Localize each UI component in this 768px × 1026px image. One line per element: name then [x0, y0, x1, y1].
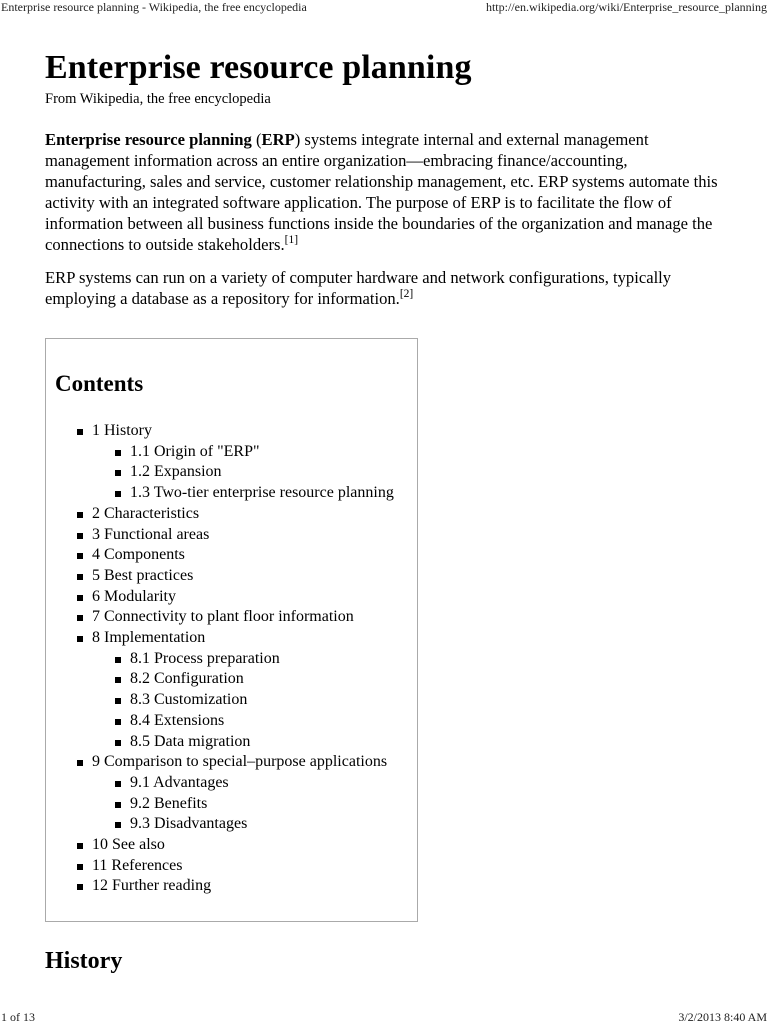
toc-item — [114, 711, 394, 732]
toc-item — [76, 876, 394, 897]
lead-open-paren: ( — [251, 130, 262, 149]
bullet-icon — [77, 574, 83, 580]
page-title: Enterprise resource planning — [45, 49, 472, 86]
toc-link[interactable]: 8 Implementation — [92, 629, 206, 647]
toc-item — [114, 690, 394, 711]
toc-link[interactable]: 8.3 Customization — [130, 691, 248, 709]
toc-item — [76, 525, 394, 546]
toc-item — [114, 483, 394, 504]
bullet-icon — [77, 615, 83, 621]
toc-link[interactable]: 10 See also — [92, 836, 165, 854]
toc-item — [76, 628, 394, 649]
bullet-icon — [115, 719, 121, 725]
bullet-icon — [115, 740, 121, 746]
toc-link[interactable]: 3 Functional areas — [92, 525, 210, 543]
lead-term: Enterprise resource planning — [45, 130, 252, 149]
article-content — [45, 48, 725, 309]
para2-body: ERP systems can run on a variety of computer hardware and network configurations, typically employing a database as a repository for information. — [45, 268, 672, 308]
bullet-icon — [77, 429, 83, 435]
toc-link[interactable]: 9.2 Benefits — [130, 794, 208, 812]
bullet-icon — [115, 822, 121, 828]
toc-link[interactable]: 1.2 Expansion — [130, 463, 222, 481]
toc-item — [76, 566, 394, 587]
bullet-icon — [77, 884, 83, 890]
toc-item — [76, 587, 394, 608]
bullet-icon — [77, 553, 83, 559]
lead-body: ) systems integrate internal and external management management information across an entire organization—embracing finance/accounting, manufacturing, sales and service, customer relationship management, etc. ERP systems automate this activity with an integrated software application. The purpose of ERP is to facilitate the flow of information between all business functions inside the boundaries of the organization and manage the connections to outside stakeholders. — [45, 130, 718, 254]
print-header-url[interactable]: http://en.wikipedia.org/wiki/Enterprise_resource_planning — [485, 0, 767, 14]
toc-item — [114, 669, 394, 690]
toc-item — [114, 794, 394, 815]
bullet-icon — [115, 450, 121, 456]
lead-paragraph — [45, 129, 725, 255]
toc-link[interactable]: 9.1 Advantages — [130, 773, 229, 791]
lead-abbr: ERP — [261, 130, 295, 149]
toc-link[interactable]: 8.4 Extensions — [130, 711, 225, 729]
toc-title: Contents — [55, 371, 144, 396]
toc-link[interactable]: 5 Best practices — [92, 566, 194, 584]
toc-link[interactable]: 8.5 Data migration — [130, 732, 251, 750]
toc-item — [114, 649, 394, 670]
toc-item — [76, 752, 394, 773]
bullet-icon — [77, 533, 83, 539]
toc-item — [114, 442, 394, 463]
toc-item — [76, 607, 394, 628]
toc-item — [76, 835, 394, 856]
toc-link[interactable]: 11 References — [92, 856, 183, 874]
toc-item — [114, 773, 394, 794]
toc-link[interactable]: 9.3 Disadvantages — [130, 815, 248, 833]
toc-item — [76, 545, 394, 566]
bullet-icon — [115, 802, 121, 808]
toc-link[interactable]: 7 Connectivity to plant floor information — [92, 608, 354, 626]
toc-link[interactable]: 12 Further reading — [92, 877, 212, 895]
toc-item — [114, 814, 394, 835]
bullet-icon — [115, 781, 121, 787]
toc-link[interactable]: 1.1 Origin of "ERP" — [130, 442, 260, 460]
citation-link-2[interactable]: [2] — [399, 288, 414, 300]
print-header — [0, 0, 768, 16]
bullet-icon — [115, 698, 121, 704]
bullet-icon — [115, 491, 121, 497]
toc-item — [114, 462, 394, 483]
bullet-icon — [77, 512, 83, 518]
print-header-title: Enterprise resource planning - Wikipedia, the free encyclopedia — [1, 0, 307, 14]
bullet-icon — [115, 657, 121, 663]
toc-item — [76, 856, 394, 877]
bullet-icon — [77, 636, 83, 642]
second-paragraph — [45, 267, 725, 309]
table-of-contents — [45, 338, 418, 922]
toc-link[interactable]: 1.3 Two-tier enterprise resource planning — [130, 484, 394, 502]
bullet-icon — [115, 677, 121, 683]
page-number: 1 of 13 — [1, 1010, 35, 1024]
bullet-icon — [115, 470, 121, 476]
toc-link[interactable]: 8.2 Configuration — [130, 670, 244, 688]
toc-list — [76, 421, 394, 897]
citation-link-1[interactable]: [1] — [284, 234, 299, 246]
toc-link[interactable]: 4 Components — [92, 546, 185, 564]
toc-item — [76, 504, 394, 525]
toc-link[interactable]: 2 Characteristics — [92, 504, 200, 522]
toc-item — [114, 732, 394, 753]
section-heading-history: History — [45, 948, 123, 974]
toc-link[interactable]: 1 History — [92, 422, 152, 439]
bullet-icon — [77, 864, 83, 870]
bullet-icon — [77, 595, 83, 601]
toc-link[interactable]: 8.1 Process preparation — [130, 649, 280, 667]
toc-link[interactable]: 9 Comparison to special–purpose applications — [92, 753, 388, 771]
bullet-icon — [77, 843, 83, 849]
site-tagline: From Wikipedia, the free encyclopedia — [45, 91, 271, 107]
toc-item — [76, 421, 394, 442]
toc-link[interactable]: 6 Modularity — [92, 587, 176, 605]
bullet-icon — [77, 760, 83, 766]
print-datetime: 3/2/2013 8:40 AM — [678, 1010, 767, 1024]
